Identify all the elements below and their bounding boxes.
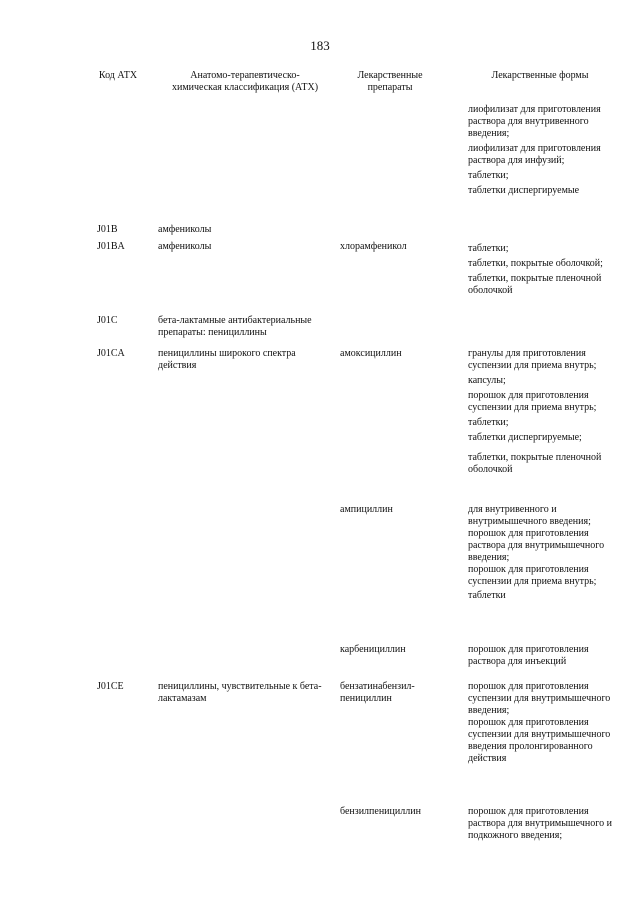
dosage-forms-list	[468, 348, 628, 479]
dosage-form: порошок для приготовления суспензии для внутримышечного введения;	[468, 681, 611, 716]
dosage-forms-list	[468, 504, 628, 605]
dosage-form: для внутривенного и внутримышечного введения;	[468, 504, 591, 527]
dosage-form: порошок для приготовления раствора для внутримышечного и подкожного введения;	[468, 806, 612, 841]
dosage-form: капсулы;	[468, 375, 506, 386]
atc-code: J01CA	[97, 348, 125, 359]
dosage-form: таблетки, покрытые оболочкой;	[468, 258, 603, 269]
dosage-form: таблетки диспергируемые	[468, 185, 580, 196]
atc-classification: пенициллины, чувствительные к бета-лактамазам	[158, 681, 322, 704]
header-drugs: Лекарственные препараты	[357, 70, 423, 93]
drug-name: амоксициллин	[340, 348, 402, 359]
dosage-form: таблетки;	[468, 417, 509, 428]
dosage-forms-list	[468, 644, 628, 671]
atc-code: J01CE	[97, 681, 124, 692]
drug-name: хлорамфеникол	[340, 241, 407, 252]
atc-code: J01BA	[97, 241, 125, 252]
drug-name: бензатинабензил-пенициллин	[340, 681, 415, 704]
dosage-form: порошок для приготовления суспензии для приема внутрь;	[468, 390, 597, 413]
dosage-form: порошок для приготовления суспензии для приема внутрь;	[468, 564, 597, 587]
page-number: 183	[310, 38, 330, 53]
dosage-form: лиофилизат для приготовления раствора для инфузий;	[468, 143, 601, 166]
header-code: Код АТХ	[98, 70, 138, 81]
atc-code: J01C	[97, 315, 118, 326]
dosage-form: порошок для приготовления раствора для инъекций	[468, 644, 589, 667]
atc-classification: пенициллины широкого спектра действия	[158, 348, 296, 371]
header-classification: Анатомо-терапевтическо-химическая классификация (АТХ)	[171, 70, 319, 93]
dosage-form: таблетки диспергируемые;	[468, 432, 582, 443]
drug-name: карбенициллин	[340, 644, 406, 655]
atc-code: J01B	[97, 224, 118, 235]
dosage-form: таблетки, покрытые пленочной оболочкой	[468, 273, 602, 296]
dosage-forms-list	[468, 806, 628, 845]
atc-classification: амфениколы	[158, 241, 212, 252]
drug-name: ампициллин	[340, 504, 393, 515]
atc-classification: бета-лактамные антибактериальные препараты: пенициллины	[158, 315, 312, 338]
dosage-form: гранулы для приготовления суспензии для приема внутрь;	[468, 348, 597, 371]
dosage-form: таблетки, покрытые пленочной оболочкой	[468, 452, 602, 475]
atc-classification: амфениколы	[158, 224, 212, 235]
header-forms: Лекарственные формы	[491, 70, 589, 81]
dosage-form: порошок для приготовления суспензии для внутримышечного введения пролонгированного действия	[468, 717, 611, 764]
dosage-form: таблетки;	[468, 243, 509, 254]
dosage-form: таблетки;	[468, 170, 509, 181]
dosage-form: порошок для приготовления раствора для внутримышечного введения;	[468, 528, 605, 563]
dosage-forms-list	[468, 243, 628, 300]
continued-forms-list	[468, 104, 628, 200]
dosage-form: лиофилизат для приготовления раствора для внутривенного введения;	[468, 104, 601, 139]
dosage-forms-list	[468, 681, 628, 768]
dosage-form: таблетки	[468, 590, 506, 601]
drug-name: бензилпенициллин	[340, 806, 421, 817]
